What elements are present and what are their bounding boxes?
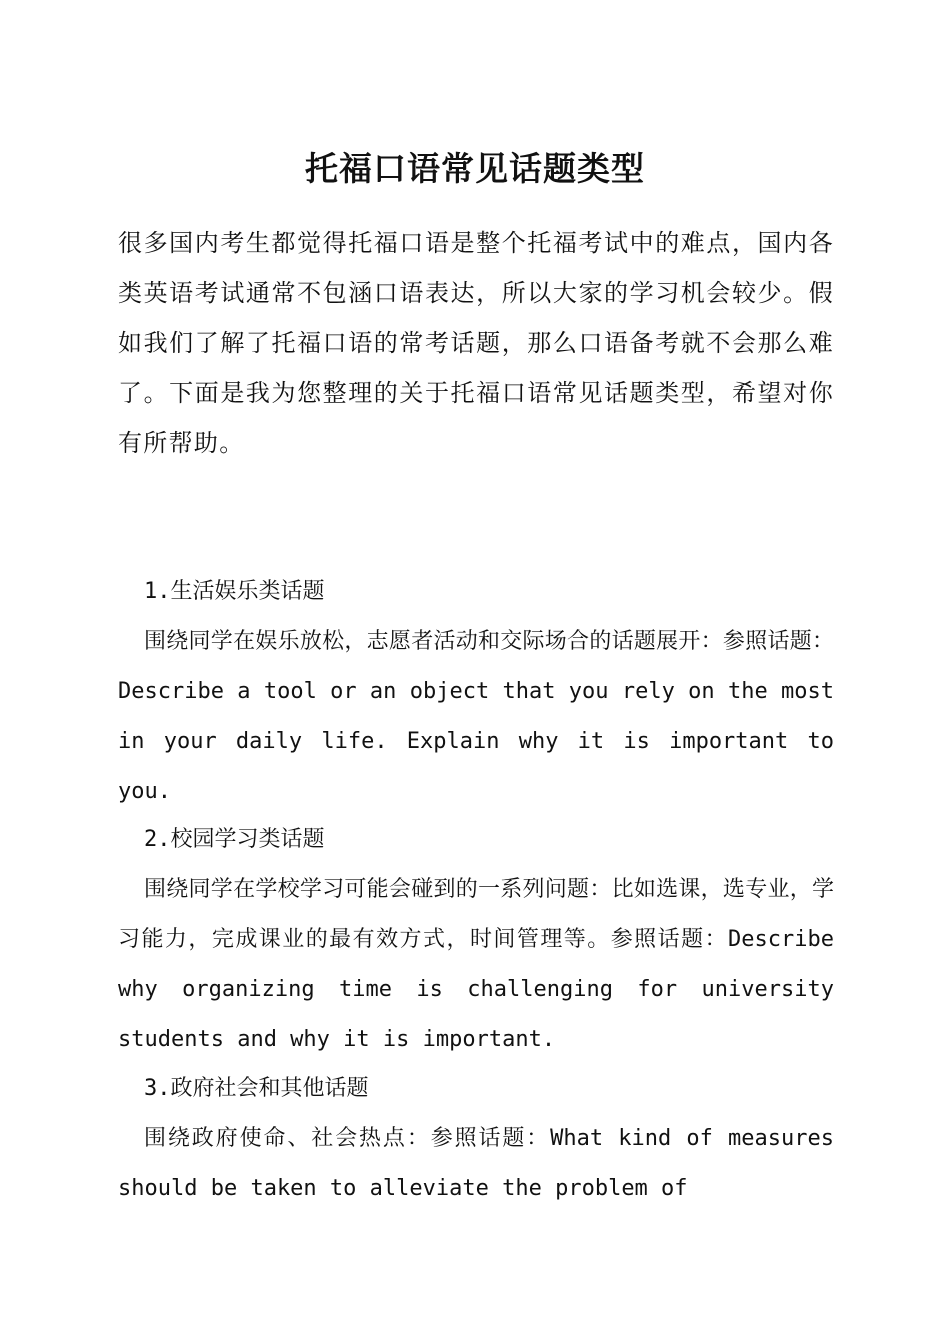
section-heading: 3.政府社会和其他话题	[144, 1076, 369, 1101]
section-body: 围绕同学在学校学习可能会碰到的一系列问题：比如选课，选专业，学习能力，完成课业的最有效方式，时间管理等。参照话题：Describe why organizing time is challenging for university students and why it is important.	[118, 877, 834, 1052]
section-lifestyle	[118, 567, 834, 817]
section-government-society	[118, 1064, 834, 1214]
section-heading: 2.校园学习类话题	[144, 827, 325, 852]
section-body: 围绕政府使命、社会热点：参照话题：What kind of measures should be taken to alleviate the problem of	[118, 1126, 834, 1201]
section-campus	[118, 815, 834, 1065]
section-heading: 1.生活娱乐类话题	[144, 579, 325, 604]
section-body: 围绕同学在娱乐放松，志愿者活动和交际场合的话题展开：参照话题：Describe a tool or an object that you rely on the most in your daily life. Explain why it is important to you.	[118, 629, 834, 804]
intro-paragraph: 很多国内考生都觉得托福口语是整个托福考试中的难点，国内各类英语考试通常不包涵口语表达，所以大家的学习机会较少。假如我们了解了托福口语的常考话题，那么口语备考就不会那么难了。下面是我为您整理的关于托福口语常见话题类型，希望对你有所帮助。	[118, 229, 834, 457]
document-title: 托福口语常见话题类型	[305, 149, 645, 188]
